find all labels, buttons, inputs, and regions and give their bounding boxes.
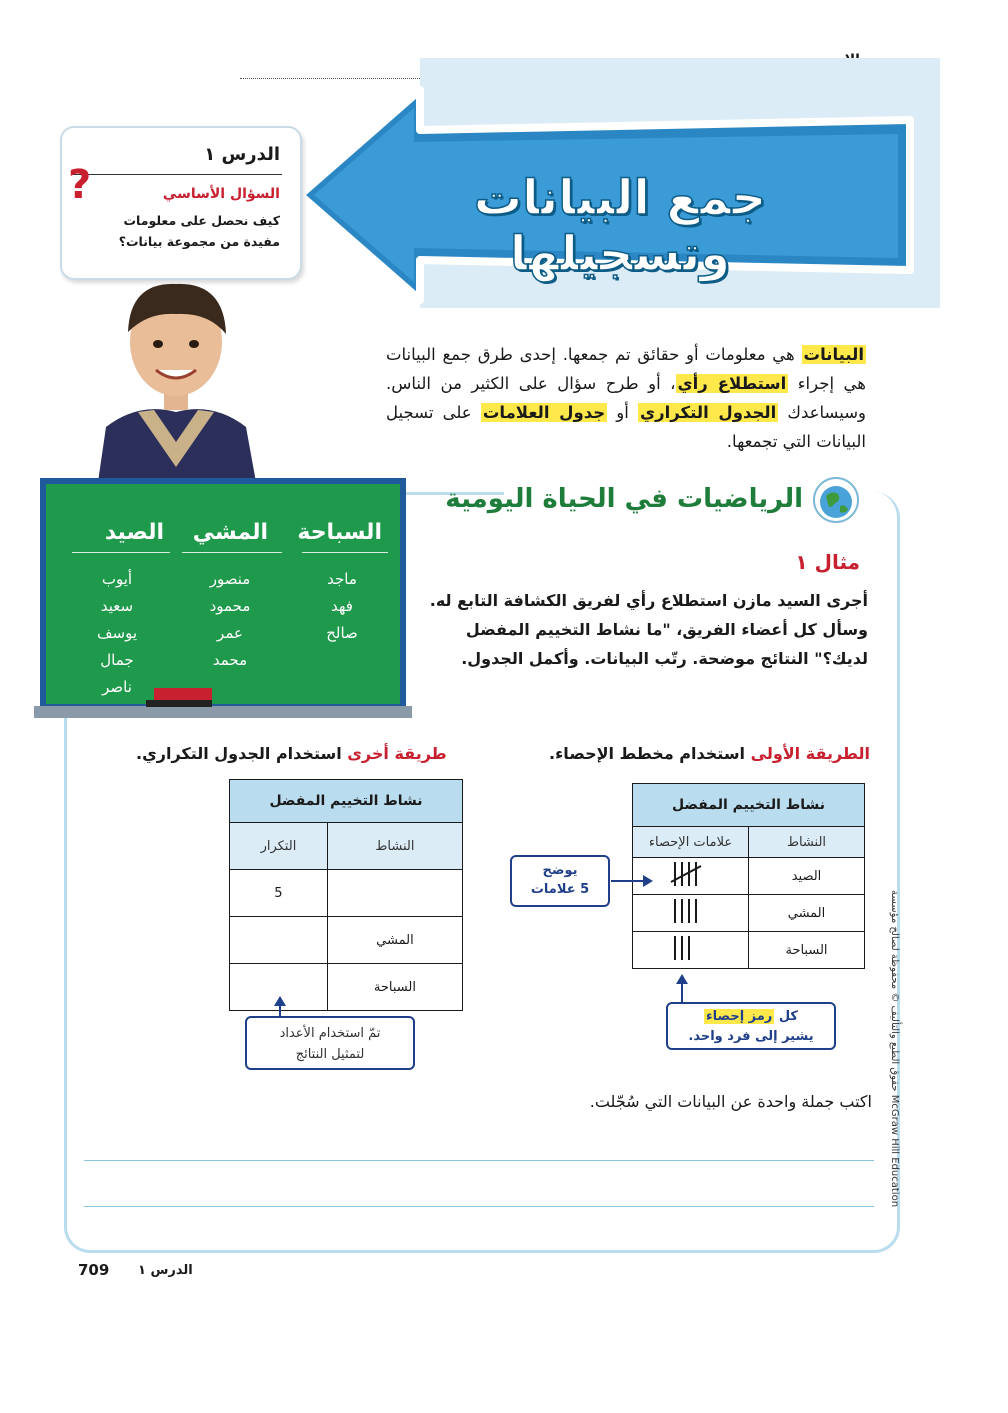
copyright-text: حقوق الطبع والتأليف © محفوظة لصالح مؤسسة McGraw Hill Education: [889, 890, 900, 1208]
frequency-header-count: التكرار: [230, 823, 328, 870]
method-one-text: استخدام مخطط الإحصاء.: [549, 744, 746, 763]
board-column-swimming: [312, 566, 372, 647]
board-column-walking: [192, 566, 268, 674]
board-name: عمر: [217, 624, 243, 642]
tally-table: [632, 783, 865, 969]
real-world-title: الرياضيات في الحياة اليومية: [445, 484, 803, 514]
tally-header-activity: النشاط: [749, 827, 865, 858]
lesson-divider: [72, 174, 282, 175]
callout-numbers-line2: لتمثيل النتائج: [295, 1047, 365, 1062]
tally-marks-cell: [633, 932, 749, 969]
frequency-activity-cell[interactable]: السباحة: [327, 964, 462, 1011]
tally-table-caption: نشاط التخييم المفضل: [633, 784, 865, 827]
write-prompt: اكتب جملة واحدة عن البيانات التي سُجّلت.: [589, 1092, 872, 1111]
callout-arrow: [681, 982, 683, 1002]
method-two-label: طريقة أخرى: [347, 744, 447, 763]
term-data: البيانات: [803, 345, 865, 364]
lesson-title: الدرس ١: [204, 144, 280, 165]
essential-question-text: كيف نحصل على معلومات مفيدة من مجموعة بيانات؟: [118, 213, 280, 249]
callout-shows-line1: يوضح: [542, 863, 578, 878]
board-name: محمد: [212, 651, 248, 669]
board-name: ماجد: [327, 570, 357, 588]
intro-paragraph: [386, 340, 866, 456]
board-header-fishing: الصيد: [104, 520, 164, 545]
board-name: أيوب: [101, 570, 133, 588]
lesson-card: [60, 126, 302, 280]
footer-lesson: الدرس ١: [138, 1263, 193, 1278]
page-title: جمع البيانات وتسجيلها: [473, 170, 767, 282]
method-one-label: الطريقة الأولى: [750, 744, 870, 763]
intro-text-3: أو: [616, 403, 629, 422]
example-label: مثال ١: [795, 550, 860, 574]
boy-illustration: [78, 262, 274, 482]
callout-symbol-word: كل: [778, 1009, 798, 1024]
method-two-text: استخدام الجدول التكراري.: [136, 744, 342, 763]
frequency-value-cell[interactable]: [230, 917, 328, 964]
svg-text:?: ?: [68, 162, 92, 206]
answer-line[interactable]: [84, 1206, 874, 1207]
intro-text-2: ، أو طرح سؤال على الكثير من الناس. وسيساعدك: [386, 374, 867, 422]
tally-activity: المشي: [749, 895, 865, 932]
arrow-head-icon: [676, 974, 688, 984]
intro-text-4: على تسجيل البيانات التي تجمعها.: [386, 403, 866, 451]
callout-symbol-term: رمز إحصاء: [705, 1009, 773, 1024]
board-name: ناصر: [102, 678, 132, 696]
answer-line[interactable]: [84, 1160, 874, 1161]
chalkboard-ledge: [34, 706, 412, 718]
board-underline: [72, 552, 170, 553]
question-mark-icon: [64, 160, 96, 206]
board-name: يوسف: [96, 624, 138, 642]
frequency-activity-cell[interactable]: [327, 870, 462, 917]
board-column-fishing: [82, 566, 152, 701]
chalkboard: [40, 478, 406, 710]
frequency-value-cell[interactable]: 5: [230, 870, 328, 917]
board-header-swimming: السباحة: [297, 520, 382, 545]
frequency-table-caption: نشاط التخييم المفضل: [230, 780, 463, 823]
globe-icon: [812, 476, 860, 524]
callout-shows-five: [510, 855, 610, 907]
board-name: منصور: [209, 570, 251, 588]
intro-text-1: هي معلومات أو حقائق تم جمعها. إحدى طرق جمع البيانات هي إجراء: [386, 345, 866, 393]
callout-symbol-line1: [668, 1007, 834, 1027]
callout-symbol-line2: يشير إلى فرد واحد.: [688, 1029, 814, 1044]
board-name: محمود: [209, 597, 251, 615]
essential-question-label: السؤال الأساسي: [162, 186, 280, 202]
board-header-walking: المشي: [192, 520, 268, 545]
board-name: سعيد: [100, 597, 134, 615]
tally-activity: الصيد: [749, 858, 865, 895]
tally-marks-icon: [661, 934, 721, 962]
frequency-activity-cell[interactable]: المشي: [327, 917, 462, 964]
board-name: فهد: [331, 597, 353, 615]
board-name: جمال: [100, 651, 134, 669]
frequency-header-activity: النشاط: [327, 823, 462, 870]
term-tally-table: جدول العلامات: [482, 403, 606, 422]
method-two-heading: [136, 744, 447, 763]
callout-numbers-line1: تمّ استخدام الأعداد: [279, 1026, 381, 1041]
board-underline: [302, 552, 388, 553]
callout-numbers: [245, 1016, 415, 1070]
page-number: 709: [78, 1261, 110, 1279]
tally-activity: السباحة: [749, 932, 865, 969]
tally-header-marks: علامات الإحصاء: [633, 827, 749, 858]
board-underline: [182, 552, 282, 553]
frequency-table: [229, 779, 463, 1011]
arrow-head-icon: [643, 875, 653, 887]
board-name: صالح: [326, 624, 358, 642]
eraser-base: [146, 700, 212, 707]
tally-marks-cell: [633, 895, 749, 932]
callout-shows-line2: 5 علامات: [530, 882, 590, 897]
example-text: أجرى السيد مازن استطلاع رأي لفريق الكشافة التابع له. وسأل كل أعضاء الفريق، "ما نشاط التخييم المفضل لديك؟" النتائج موضحة. رتّب البيانات. وأكمل الجدول.: [429, 591, 868, 668]
method-one-heading: [549, 744, 870, 763]
arrow-head-icon: [274, 996, 286, 1006]
term-frequency-table: الجدول التكراري: [640, 403, 777, 422]
tally-marks-icon: [661, 860, 721, 888]
tally-marks-icon: [661, 897, 721, 925]
term-survey: استطلاع رأي: [677, 374, 787, 393]
callout-tally-symbol: [666, 1002, 836, 1050]
